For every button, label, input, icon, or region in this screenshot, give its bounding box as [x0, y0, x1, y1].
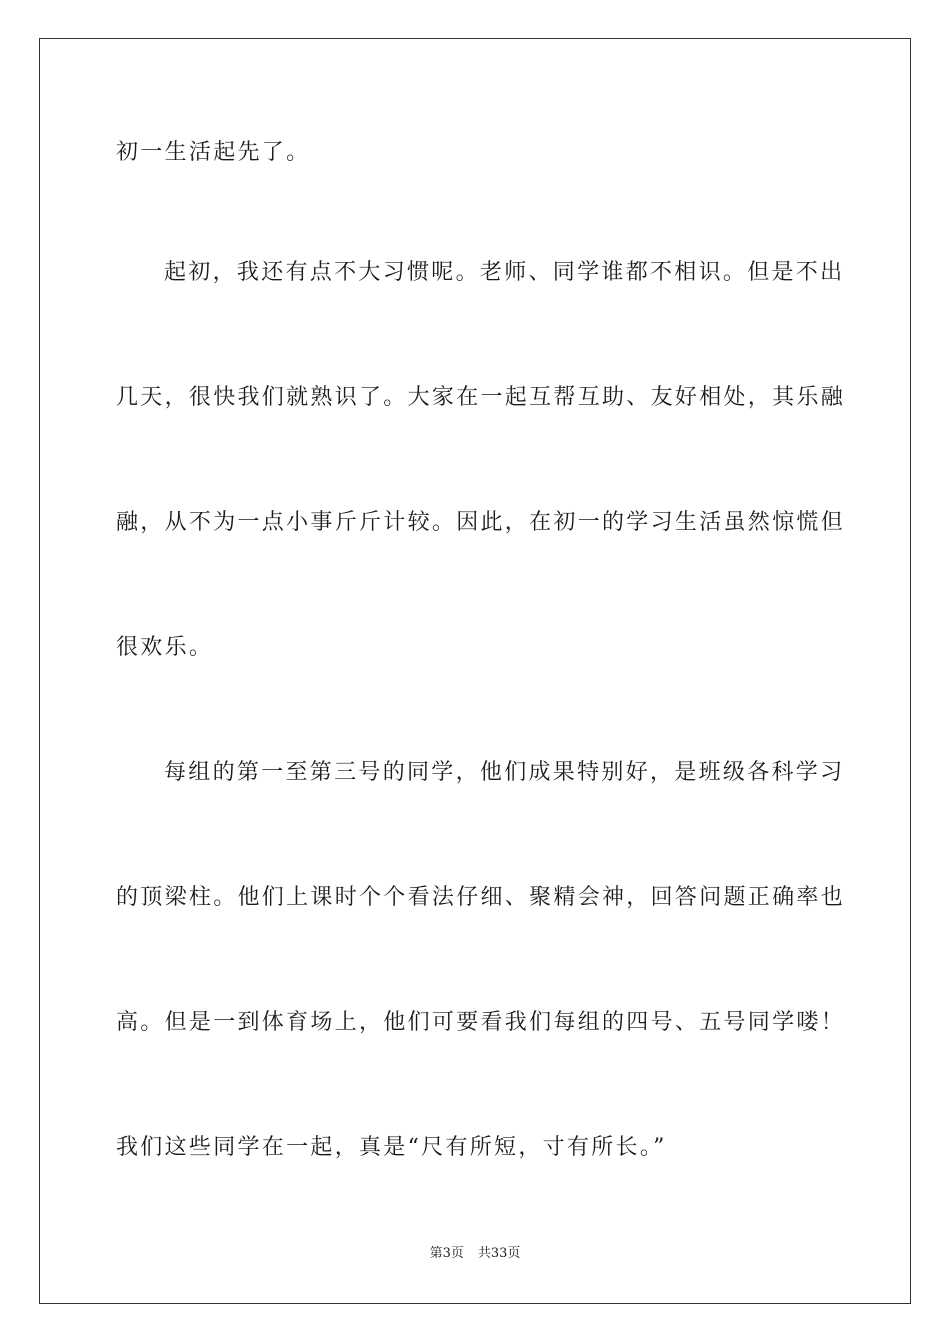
text-line-8: 高。但是一到体育场上，他们可要看我们每组的四号、五号同学喽！ — [116, 1010, 846, 1035]
page-number: 第3页 — [429, 1246, 464, 1261]
text-line-7: 的顶梁柱。他们上课时个个看法仔细、聚精会神，回答问题正确率也 — [116, 885, 846, 910]
text-line-6: 每组的第一至第三号的同学，他们成果特别好，是班级各科学习 — [164, 760, 845, 785]
text-line-3: 几天，很快我们就熟识了。大家在一起互帮互助、友好相处，其乐融 — [116, 385, 846, 410]
text-line-4: 融，从不为一点小事斤斤计较。因此，在初一的学习生活虽然惊慌但 — [116, 510, 846, 535]
page-border — [39, 38, 911, 1304]
page-total: 共33页 — [477, 1246, 521, 1261]
text-line-5: 很欢乐。 — [116, 635, 214, 660]
text-line-1: 初一生活起先了。 — [116, 140, 311, 165]
text-line-9: 我们这些同学在一起，真是“尺有所短，寸有所长。” — [116, 1135, 667, 1160]
page-footer — [0, 1245, 950, 1263]
text-line-2: 起初，我还有点不大习惯呢。老师、同学谁都不相识。但是不出 — [164, 260, 845, 285]
